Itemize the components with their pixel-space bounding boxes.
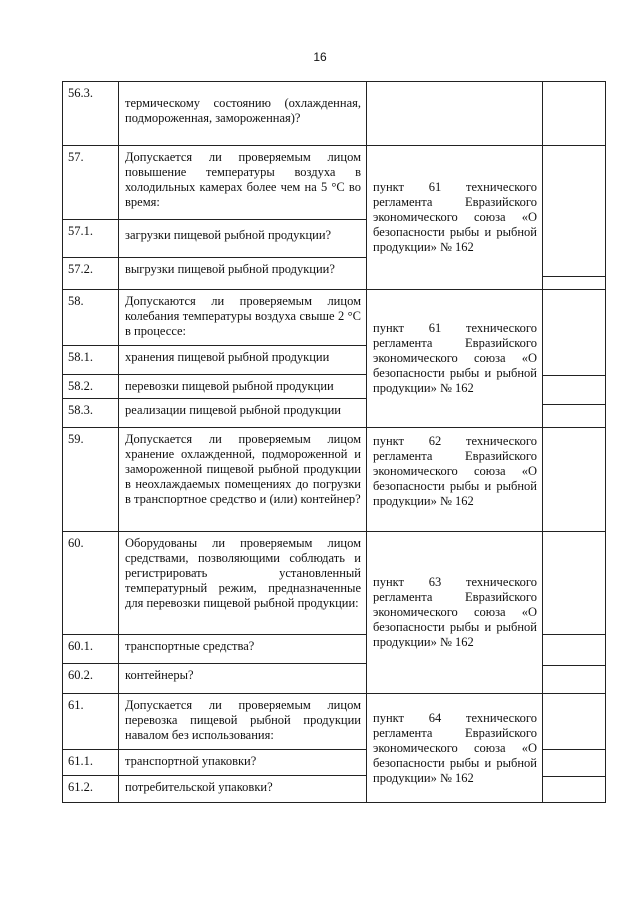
reference-cell (367, 694, 543, 803)
question-text: Допускается ли проверяемым лицом перевозка пищевой рыбной продукции навалом без использования: (119, 694, 367, 750)
row-number: 60. (63, 532, 119, 635)
reference-text: пункт 62 технического регламента Евразийского экономического союза «О безопасности рыбы и рыбной продукции» № 162 (373, 434, 537, 508)
answer-cell (543, 694, 606, 803)
question-text: перевозки пищевой рыбной продукции (119, 375, 367, 399)
row-number: 60.2. (63, 664, 119, 694)
reference-text: пункт 61 технического регламента Евразийского экономического союза «О безопасности рыбы и рыбной продукции» № 162 (373, 321, 537, 395)
question-text: Допускается ли проверяемым лицом хранение охлажденной, подмороженной и замороженной пищевой рыбной продукции в неохлаждаемых помещениях до погрузки в транспортное средство и (или) контейнер? (119, 428, 367, 532)
question-text: Допускаются ли проверяемым лицом колебания температуры воздуха свыше 2 °С в процессе: (119, 290, 367, 346)
row-number: 60.1. (63, 635, 119, 664)
reference-cell (367, 290, 543, 428)
reference-cell (367, 146, 543, 290)
row-number: 58.2. (63, 375, 119, 399)
question-text: выгрузки пищевой рыбной продукции? (119, 258, 367, 290)
answer-cell (543, 532, 606, 694)
table-row (63, 146, 606, 220)
row-number: 61.1. (63, 750, 119, 776)
row-number: 58. (63, 290, 119, 346)
page-number: 16 (313, 50, 327, 64)
table-row (63, 290, 606, 346)
question-text: транспортные средства? (119, 635, 367, 664)
reference-text: пункт 61 технического регламента Евразийского экономического союза «О безопасности рыбы и рыбной продукции» № 162 (373, 180, 537, 254)
row-number: 59. (63, 428, 119, 532)
question-text: Допускается ли проверяемым лицом повышение температуры воздуха в холодильных камерах более чем на 5 °С во время: (119, 146, 367, 220)
row-number: 58.3. (63, 399, 119, 428)
question-text: реализации пищевой рыбной продукции (119, 399, 367, 428)
row-number: 57.2. (63, 258, 119, 290)
row-number: 57.1. (63, 220, 119, 258)
row-number: 61.2. (63, 776, 119, 803)
question-text: Оборудованы ли проверяемым лицом средствами, позволяющими соблюдать и регистрировать установленный температурный режим, предназначенные для перевозки пищевой рыбной продукции: (119, 532, 367, 635)
question-text: хранения пищевой рыбной продукции (119, 346, 367, 375)
checklist-table (62, 81, 606, 803)
reference-cell (367, 532, 543, 694)
question-text: загрузки пищевой рыбной продукции? (119, 220, 367, 258)
row-number: 58.1. (63, 346, 119, 375)
row-number: 57. (63, 146, 119, 220)
table-row (63, 532, 606, 635)
reference-cell (367, 82, 543, 146)
reference-text: пункт 63 технического регламента Евразийского экономического союза «О безопасности рыбы и рыбной продукции» № 162 (373, 575, 537, 649)
question-text: контейнеры? (119, 664, 367, 694)
question-text: термическому состоянию (охлажденная, подмороженная, замороженная)? (119, 82, 367, 146)
reference-text: пункт 64 технического регламента Евразийского экономического союза «О безопасности рыбы и рыбной продукции» № 162 (373, 710, 537, 785)
row-number: 61. (63, 694, 119, 750)
answer-cell (543, 82, 606, 146)
table-row (63, 428, 606, 532)
question-text: потребительской упаковки? (119, 776, 367, 803)
answer-cell (543, 290, 606, 428)
table-row (63, 694, 606, 750)
row-number: 56.3. (63, 82, 119, 146)
table-row (63, 82, 606, 146)
answer-cell (543, 146, 606, 290)
reference-cell (367, 428, 543, 532)
question-text: транспортной упаковки? (119, 750, 367, 776)
answer-cell (543, 428, 606, 532)
